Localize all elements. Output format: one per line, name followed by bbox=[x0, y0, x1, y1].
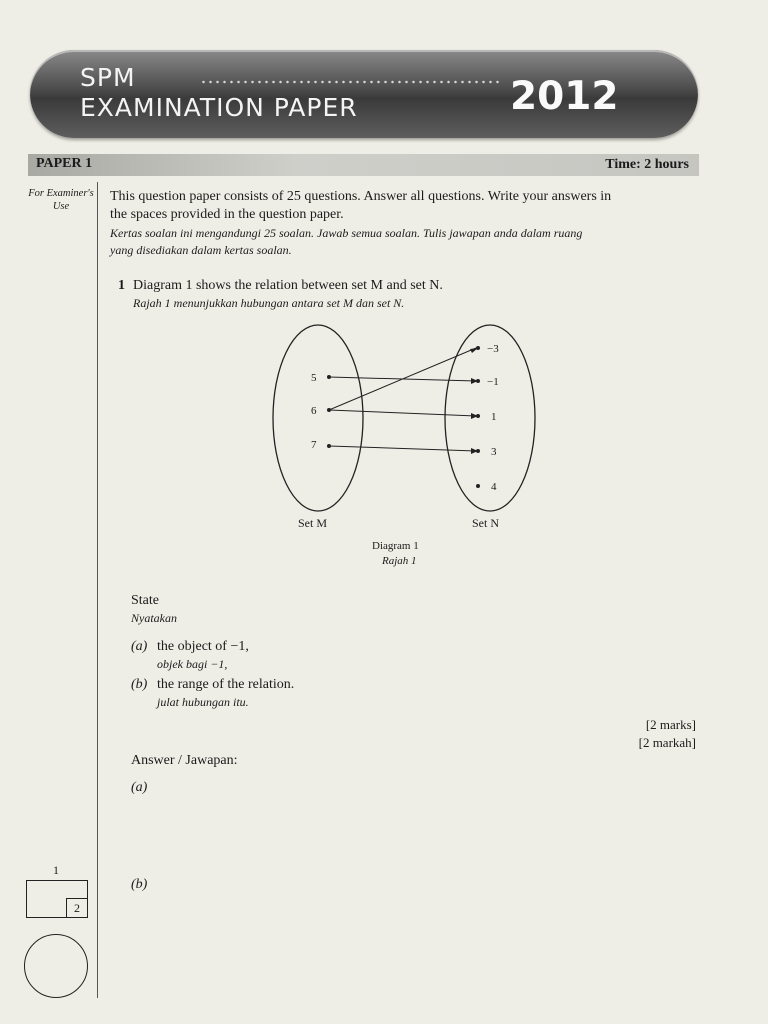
state-ms: Nyatakan bbox=[131, 611, 177, 625]
score-circle bbox=[24, 934, 88, 998]
diagram-caption-ms: Rajah 1 bbox=[382, 555, 417, 567]
arrow-6-to-1 bbox=[329, 410, 476, 416]
set-m-element: 5 bbox=[311, 372, 317, 384]
instructions-en-line2: the spaces provided in the question paper. bbox=[110, 207, 344, 222]
set-n-element: 4 bbox=[491, 481, 497, 493]
point-6 bbox=[327, 408, 331, 412]
instructions-ms-line2: yang disediakan dalam kertas soalan. bbox=[110, 243, 292, 257]
arrowhead bbox=[471, 378, 478, 384]
answer-b-label: (b) bbox=[131, 877, 148, 892]
set-n-element: 1 bbox=[491, 411, 497, 423]
arrowhead bbox=[471, 413, 478, 419]
marks-ms: [2 markah] bbox=[638, 735, 696, 750]
banner-year: 2012 bbox=[510, 74, 619, 119]
arrow-7-to-3 bbox=[329, 446, 476, 451]
arrow-6-to-minus3 bbox=[329, 348, 476, 410]
state-en: State bbox=[131, 593, 159, 608]
part-a-ms: objek bagi −1, bbox=[157, 657, 228, 671]
part-b-en: the range of the relation. bbox=[157, 677, 295, 692]
banner-spm: SPM bbox=[80, 63, 136, 92]
paper-number: PAPER 1 bbox=[36, 156, 93, 171]
set-n-element: −1 bbox=[487, 376, 499, 388]
point-7 bbox=[327, 444, 331, 448]
question-text-en: Diagram 1 shows the relation between set M and set N. bbox=[133, 278, 443, 293]
question-number: 1 bbox=[118, 278, 125, 293]
set-n-element: 3 bbox=[491, 446, 497, 458]
part-a-label: (a) bbox=[131, 639, 148, 654]
marks-en: [2 marks] bbox=[645, 717, 696, 732]
instructions-ms-line1: Kertas soalan ini mengandungi 25 soalan. Jawab semua soalan. Tulis jawapan anda dalam ruang bbox=[110, 226, 583, 240]
arrowhead bbox=[470, 348, 478, 353]
answer-label: Answer / Jawapan: bbox=[131, 753, 238, 768]
paper-time: Time: 2 hours bbox=[605, 157, 689, 172]
answer-b-space[interactable] bbox=[150, 896, 690, 986]
answer-a-label: (a) bbox=[131, 780, 148, 795]
answer-a-space[interactable] bbox=[150, 800, 690, 860]
banner-examination-paper: EXAMINATION PAPER bbox=[80, 93, 358, 122]
mark-box-question-number: 1 bbox=[53, 863, 59, 877]
part-a-en: the object of −1, bbox=[157, 639, 249, 654]
mark-box-total: 2 bbox=[66, 898, 88, 918]
set-m-element: 7 bbox=[311, 439, 317, 451]
arrowhead bbox=[471, 448, 478, 454]
set-m-ellipse bbox=[273, 325, 363, 511]
question-text-ms: Rajah 1 menunjukkan hubungan antara set M dan set N. bbox=[133, 296, 405, 310]
point-4 bbox=[476, 484, 480, 488]
set-n-label: Set N bbox=[472, 516, 499, 530]
set-m-element: 6 bbox=[311, 405, 317, 417]
diagram-caption-en: Diagram 1 bbox=[372, 540, 419, 552]
instructions-en-line1: This question paper consists of 25 questions. Answer all questions. Write your answers in bbox=[110, 189, 612, 204]
examiner-use-label: For Examiner's Use bbox=[28, 188, 94, 212]
part-b-ms: julat hubungan itu. bbox=[157, 695, 249, 709]
set-m-label: Set M bbox=[298, 516, 328, 530]
point-5 bbox=[327, 375, 331, 379]
set-n-element: −3 bbox=[487, 343, 499, 355]
part-b-label: (b) bbox=[131, 677, 148, 692]
